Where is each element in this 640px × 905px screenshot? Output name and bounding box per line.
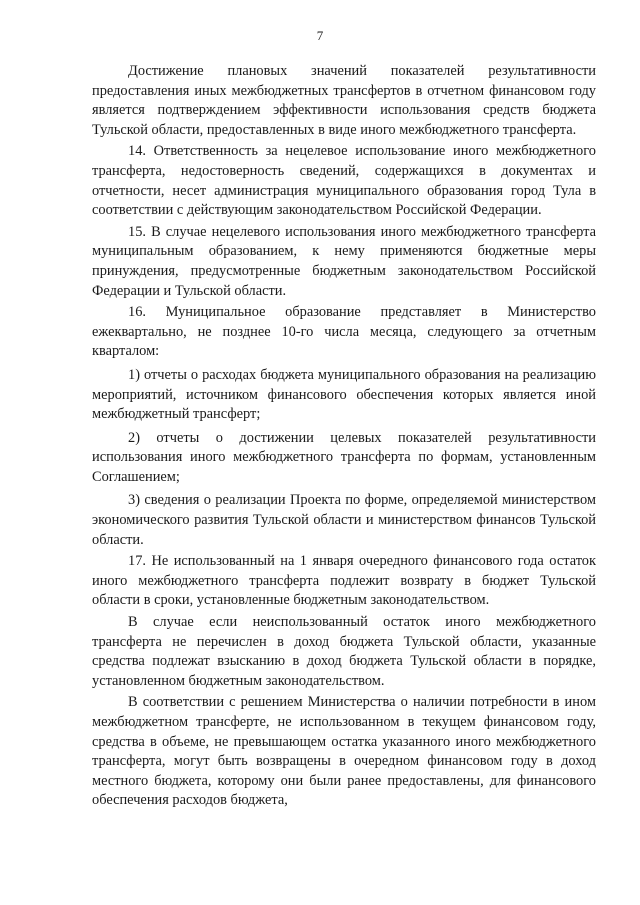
paragraph-14-responsibility: 14. Ответственность за нецелевое использование иного межбюджетного трансферта, недостоверность сведений, содержащихся в документах и отчетности, несет администрация муниципального образования город Тула в соответствии с действующим законодательством Российской Федерации. <box>92 143 596 219</box>
list-item-1-expense-reports: 1) отчеты о расходах бюджета муниципального образования на реализацию мероприятий, источником финансового обеспечения которых является иной межбюджетный трансферт; <box>92 366 596 423</box>
paragraph-return-decision: В соответствии с решением Министерства о наличии потребности в ином межбюджетном трансферте, не использованном в текущем финансовом году, средства в объеме, не превышающем остатка указанного иного межбюджетного трансферта, могут быть возвращены в очередном финансовом году в доход местного бюджета, которому они были ранее предоставлены, для финансового обеспечения расходов бюджета, <box>92 694 596 809</box>
document-body <box>92 62 596 811</box>
paragraph-15-misuse: 15. В случае нецелевого использования иного межбюджетного трансферта муниципальным образованием, к нему применяются бюджетные меры принуждения, предусмотренные бюджетным законодательством Российской Федерации и Тульской области. <box>92 223 596 299</box>
list-item-2-indicator-reports: 2) отчеты о достижении целевых показателей результативности использования иного межбюджетного трансферта по формам, установленным Соглашением; <box>92 429 596 485</box>
paragraph-17-unused-balance: 17. Не использованный на 1 января очередного финансового года остаток иного межбюджетного трансферта подлежит возврату в бюджет Тульской области в сроки, установленные бюджетным законодательством. <box>92 553 596 609</box>
paragraph-16-reporting: 16. Муниципальное образование представляет в Министерство ежеквартально, не позднее 10-го числа месяца, следующего за отчетным кварталом: <box>92 304 596 360</box>
paragraph-results-achievement: Достижение плановых значений показателей результативности предоставления иных межбюджетных трансфертов в отчетном финансовом году является подтверждением эффективности использования средств бюджета Тульской области, предоставленных в виде иного межбюджетного трансферта. <box>92 63 596 138</box>
paragraph-recovery: В случае если неиспользованный остаток иного межбюджетного трансферта не перечислен в доход бюджета Тульской области, указанные средства подлежат взысканию в доход бюджета Тульской области в порядке, установленном бюджетным законодательством. <box>92 614 596 689</box>
page-number: 7 <box>316 28 324 43</box>
list-item-3-project-info: 3) сведения о реализации Проекта по форме, определяемой министерством экономического развития Тульской области и министерством финансов Тульской области. <box>92 492 596 548</box>
